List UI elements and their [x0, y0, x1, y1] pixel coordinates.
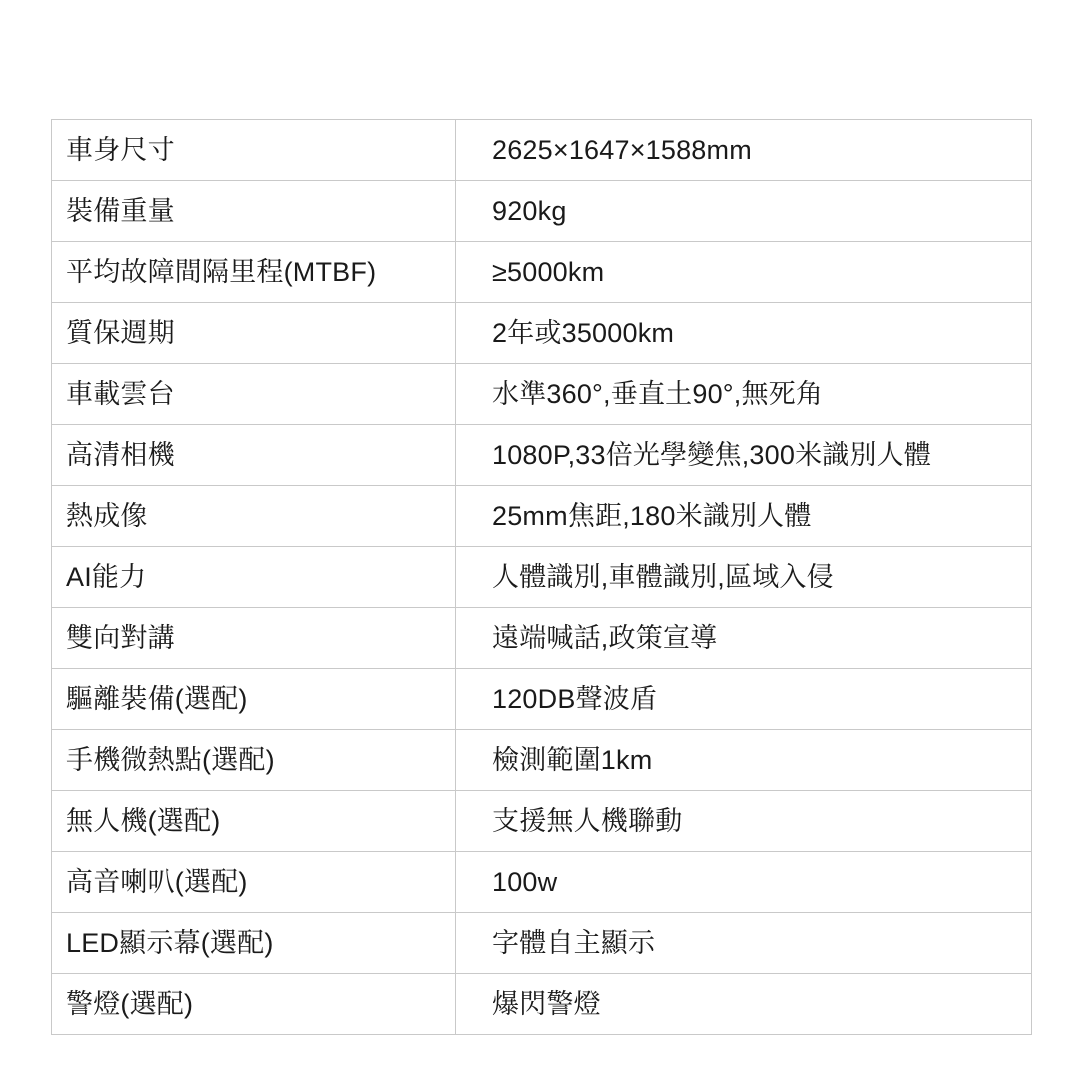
table-row	[52, 303, 1032, 364]
spec-value: 人體識別,車體識別,區域入侵	[456, 547, 1032, 608]
spec-label: 車身尺寸	[52, 120, 456, 181]
spec-value: 2年或35000km	[456, 303, 1032, 364]
table-row	[52, 364, 1032, 425]
spec-value: 字體自主顯示	[456, 913, 1032, 974]
table-row	[52, 547, 1032, 608]
spec-value: 120DB聲波盾	[456, 669, 1032, 730]
spec-value: 爆閃警燈	[456, 974, 1032, 1035]
spec-label: 雙向對講	[52, 608, 456, 669]
spec-value: 100w	[456, 852, 1032, 913]
spec-value: 遠端喊話,政策宣導	[456, 608, 1032, 669]
spec-label: 裝備重量	[52, 181, 456, 242]
table-row	[52, 730, 1032, 791]
spec-value: 920kg	[456, 181, 1032, 242]
table-row	[52, 181, 1032, 242]
spec-label: 手機微熱點(選配)	[52, 730, 456, 791]
spec-label: 車載雲台	[52, 364, 456, 425]
spec-value: 25mm焦距,180米識別人體	[456, 486, 1032, 547]
table-row	[52, 669, 1032, 730]
spec-label: 高清相機	[52, 425, 456, 486]
table-row	[52, 242, 1032, 303]
spec-label: 高音喇叭(選配)	[52, 852, 456, 913]
spec-table	[51, 119, 1032, 1035]
spec-label: 平均故障間隔里程(MTBF)	[52, 242, 456, 303]
table-row	[52, 608, 1032, 669]
spec-label: LED顯示幕(選配)	[52, 913, 456, 974]
spec-value: 檢測範圍1km	[456, 730, 1032, 791]
spec-label: AI能力	[52, 547, 456, 608]
table-row	[52, 852, 1032, 913]
table-row	[52, 425, 1032, 486]
spec-label: 質保週期	[52, 303, 456, 364]
table-row	[52, 974, 1032, 1035]
table-row	[52, 486, 1032, 547]
spec-sheet	[51, 119, 1031, 1035]
table-row	[52, 791, 1032, 852]
spec-value: 水準360°,垂直土90°,無死角	[456, 364, 1032, 425]
spec-label: 警燈(選配)	[52, 974, 456, 1035]
spec-value: ≥5000km	[456, 242, 1032, 303]
spec-label: 無人機(選配)	[52, 791, 456, 852]
spec-table-body	[52, 120, 1032, 1035]
spec-value: 支援無人機聯動	[456, 791, 1032, 852]
spec-value: 2625×1647×1588mm	[456, 120, 1032, 181]
spec-value: 1080P,33倍光學變焦,300米識別人體	[456, 425, 1032, 486]
table-row	[52, 120, 1032, 181]
table-row	[52, 913, 1032, 974]
spec-label: 熱成像	[52, 486, 456, 547]
spec-label: 驅離裝備(選配)	[52, 669, 456, 730]
